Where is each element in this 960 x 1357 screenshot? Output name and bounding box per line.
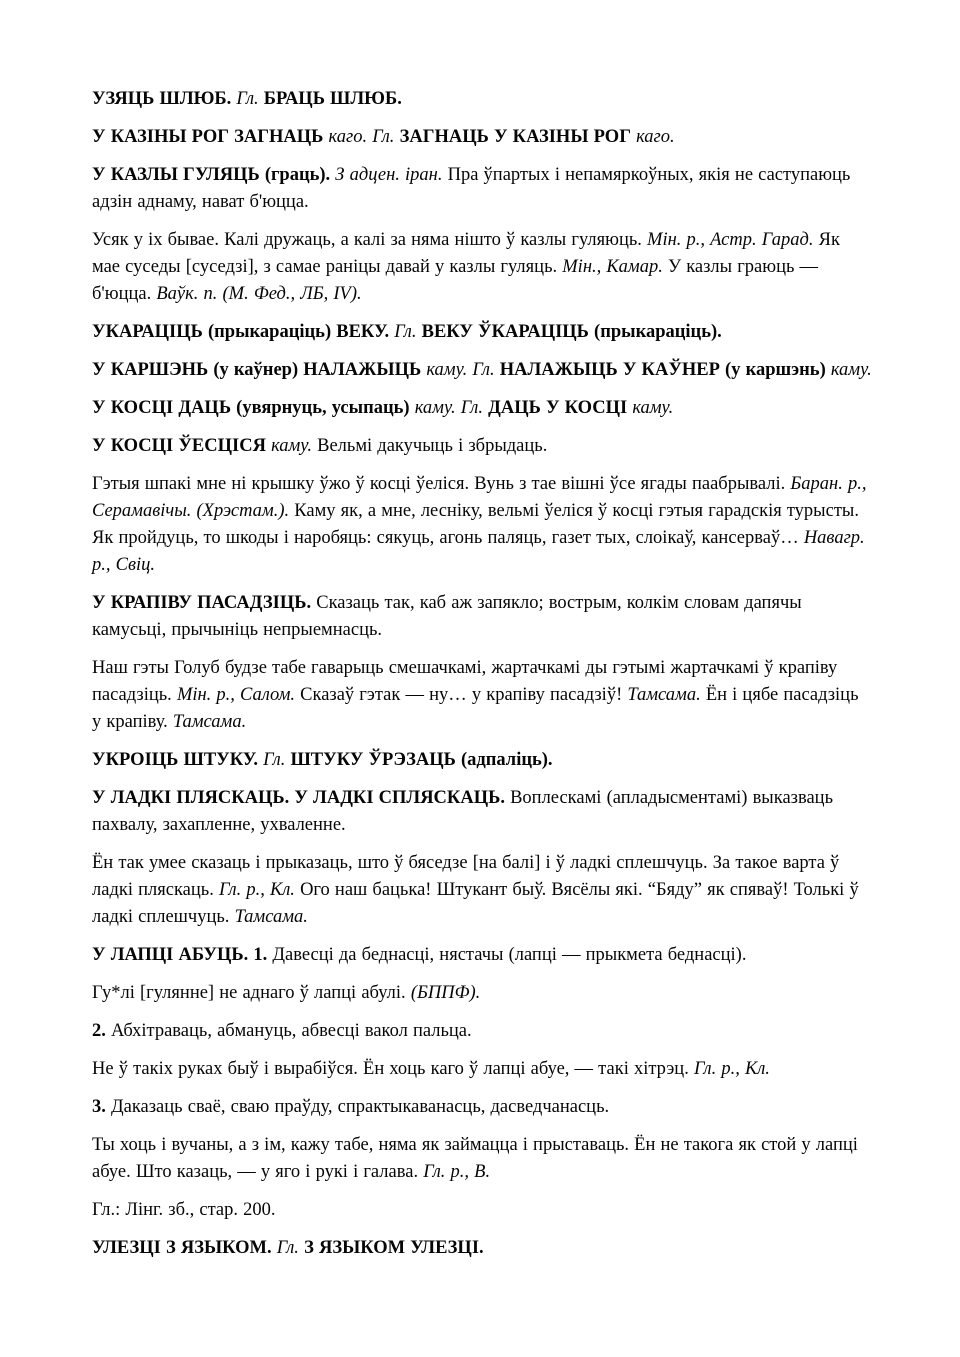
- reference-text: Мін., Камар.: [562, 257, 668, 277]
- dictionary-paragraph: [92, 1018, 872, 1045]
- definition-text: Гу*лі [гулянне] не аднаго ў лапці абулі.: [92, 983, 411, 1003]
- definition-text: Усяк у іх бывае. Калі дружаць, а калі за няма нішто ў казлы гуляюць.: [92, 230, 648, 250]
- reference-text: Мін. р., Салом.: [176, 685, 301, 705]
- headword-text: З ЯЗЫКОМ УЛЕЗЦІ.: [304, 1238, 484, 1258]
- dictionary-paragraph: [92, 357, 872, 384]
- dictionary-paragraph: [92, 1197, 872, 1224]
- reference-text: каму. Гл.: [414, 398, 489, 418]
- headword-text: У КАРШЭНЬ (у каўнер) НАЛАЖЫЦЬ: [92, 360, 427, 380]
- definition-text: У казлы граюць — б'юцца.: [92, 257, 819, 304]
- definition-text: Як мае суседы [суседзі], з самае раніцы давай у казлы гуляць.: [92, 230, 840, 277]
- reference-text: Гл.: [263, 750, 291, 770]
- headword-text: У КОСЦІ ДАЦЬ (увярнуць, усыпаць): [92, 398, 415, 418]
- headword-text: 2.: [92, 1021, 111, 1041]
- definition-text: Гэтыя шпакі мне ні крышку ўжо ў косці ўеліся. Вунь з тае вішні ўсе ягады паабрывалі.: [92, 474, 791, 494]
- dictionary-paragraph: [92, 162, 872, 216]
- reference-text: Гл. р., В.: [423, 1162, 491, 1182]
- definition-text: Сказаць так, каб аж запякло; вострым, колкім словам дапячы камусьці, прычыніць непрыемнасць.: [92, 593, 802, 640]
- headword-text: БРАЦЬ ШЛЮБ.: [263, 89, 402, 109]
- definition-text: Ён і цябе пасадзіць у крапіву.: [92, 685, 859, 732]
- definition-text: Сказаў гэтак — ну… у крапіву пасадзіў!: [300, 685, 628, 705]
- dictionary-paragraph: [92, 850, 872, 931]
- headword-text: ДАЦЬ У КОСЦІ: [488, 398, 633, 418]
- headword-text: У КАЗЛЫ ГУЛЯЦЬ (граць).: [92, 165, 336, 185]
- reference-text: Гл.: [276, 1238, 305, 1258]
- headword-text: ЗАГНАЦЬ У КАЗІНЫ РОГ: [399, 127, 637, 147]
- definition-text: Воплескамі (апладысментамі) выказваць пахвалу, захапленне, ухваленне.: [92, 788, 834, 835]
- reference-text: Мін. р., Астр. Гарад.: [647, 230, 819, 250]
- definition-text: Давесці да беднасці, нястачы (лапці — прыкмета беднасці).: [272, 945, 747, 965]
- reference-text: Гл. р., Кл.: [218, 880, 301, 900]
- headword-text: ШТУКУ ЎРЭЗАЦЬ (адпаліць).: [290, 750, 553, 770]
- headword-text: У КАЗІНЫ РОГ ЗАГНАЦЬ: [92, 127, 329, 147]
- reference-text: каго. Гл.: [328, 127, 400, 147]
- reference-text: З адцен. іран.: [335, 165, 448, 185]
- headword-text: НАЛАЖЫЦЬ У КАЎНЕР (у каршэнь): [499, 360, 831, 380]
- dictionary-paragraph: [92, 1235, 872, 1262]
- reference-text: Тамсама.: [234, 907, 308, 927]
- reference-text: каму. Гл.: [426, 360, 500, 380]
- headword-text: ВЕКУ ЎКАРАЦІЦЬ (прыкараціць).: [421, 322, 722, 342]
- dictionary-paragraph: [92, 433, 872, 460]
- text-block: [92, 86, 872, 1262]
- dictionary-paragraph: [92, 655, 872, 736]
- dictionary-paragraph: [92, 980, 872, 1007]
- dictionary-paragraph: [92, 590, 872, 644]
- dictionary-paragraph: [92, 942, 872, 969]
- reference-text: Гл.: [394, 322, 422, 342]
- reference-text: (БППФ).: [410, 983, 481, 1003]
- reference-text: Ваўк. п. (М. Фед., ЛБ, IV).: [156, 284, 362, 304]
- reference-text: Баран. р., Серамавічы. (Хрэстам.).: [92, 474, 867, 521]
- dictionary-paragraph: [92, 747, 872, 774]
- headword-text: 3.: [92, 1097, 111, 1117]
- dictionary-paragraph: [92, 1132, 872, 1186]
- reference-text: каму.: [632, 398, 674, 418]
- reference-text: Тамсама.: [172, 712, 247, 732]
- definition-text: Ён так умее сказаць і прыказаць, што ў бяседзе [на балі] і ў ладкі сплешчуць. За такое варта ў ладкі пляскаць.: [92, 853, 840, 900]
- dictionary-paragraph: [92, 395, 872, 422]
- reference-text: каму.: [271, 436, 318, 456]
- headword-text: УКАРАЦІЦЬ (прыкараціць) ВЕКУ.: [92, 322, 395, 342]
- headword-text: У КРАПІВУ ПАСАДЗІЦЬ.: [92, 593, 317, 613]
- definition-text: Каму як, а мне, лесніку, вельмі ўеліся ў косці гэтыя гарадскія турысты. Як пройдуць, то шкоды і наробяць: сякуць, агонь паляць, газет тых, слоікаў, кансерваў…: [92, 501, 859, 548]
- dictionary-paragraph: [92, 785, 872, 839]
- definition-text: Абхітраваць, абмануць, абвесці вакол пальца.: [111, 1021, 472, 1041]
- dictionary-paragraph: [92, 471, 872, 579]
- dictionary-paragraph: [92, 319, 872, 346]
- headword-text: У ЛАПЦІ АБУЦЬ. 1.: [92, 945, 273, 965]
- reference-text: Тамсама.: [627, 685, 706, 705]
- headword-text: УЛЕЗЦІ З ЯЗЫКОМ.: [92, 1238, 277, 1258]
- headword-text: УКРОІЦЬ ШТУКУ.: [92, 750, 264, 770]
- definition-text: Пра ўпартых і непамяркоўных, якія не саступаюць адзін аднаму, нават б'юцца.: [92, 165, 851, 212]
- definition-text: Ого наш бацька! Штукант быў. Вясёлы які. “Бяду” як спяваў! Толькі ў ладкі сплешчуць.: [92, 880, 859, 927]
- definition-text: Вельмі дакучыць і збрыдаць.: [317, 436, 548, 456]
- reference-text: Гл.: [236, 89, 264, 109]
- dictionary-paragraph: [92, 124, 872, 151]
- definition-text: Наш гэты Голуб будзе табе гаварыць смешачкамі, жартачкамі ды гэтымі жартачкамі ў крапіву пасадзіць.: [92, 658, 838, 705]
- definition-text: Даказаць сваё, сваю праўду, спрактыкаванасць, дасведчанасць.: [111, 1097, 610, 1117]
- reference-text: Гл. р., Кл.: [693, 1059, 770, 1079]
- headword-text: У КОСЦІ ЎЕСЦІСЯ: [92, 436, 272, 456]
- definition-text: Не ў такіх руках быў і вырабіўся. Ён хоць каго ў лапці абуе, — такі хітрэц.: [92, 1059, 694, 1079]
- definition-text: Ты хоць і вучаны, а з ім, кажу табе, няма як займацца і прыставаць. Ён не такога як стой у лапці абуе. Што казаць, — у яго і рукі і галава.: [92, 1135, 858, 1182]
- reference-text: каго.: [636, 127, 675, 147]
- reference-text: каму.: [830, 360, 872, 380]
- headword-text: УЗЯЦЬ ШЛЮБ.: [92, 89, 237, 109]
- dictionary-paragraph: [92, 227, 872, 308]
- headword-text: У ЛАДКІ ПЛЯСКАЦЬ. У ЛАДКІ СПЛЯСКАЦЬ.: [92, 788, 511, 808]
- dictionary-paragraph: [92, 1094, 872, 1121]
- definition-text: Гл.: Лінг. зб., стар. 200.: [92, 1200, 276, 1220]
- reference-text: Навагр. р., Свіц.: [92, 528, 865, 575]
- dictionary-paragraph: [92, 86, 872, 113]
- dictionary-paragraph: [92, 1056, 872, 1083]
